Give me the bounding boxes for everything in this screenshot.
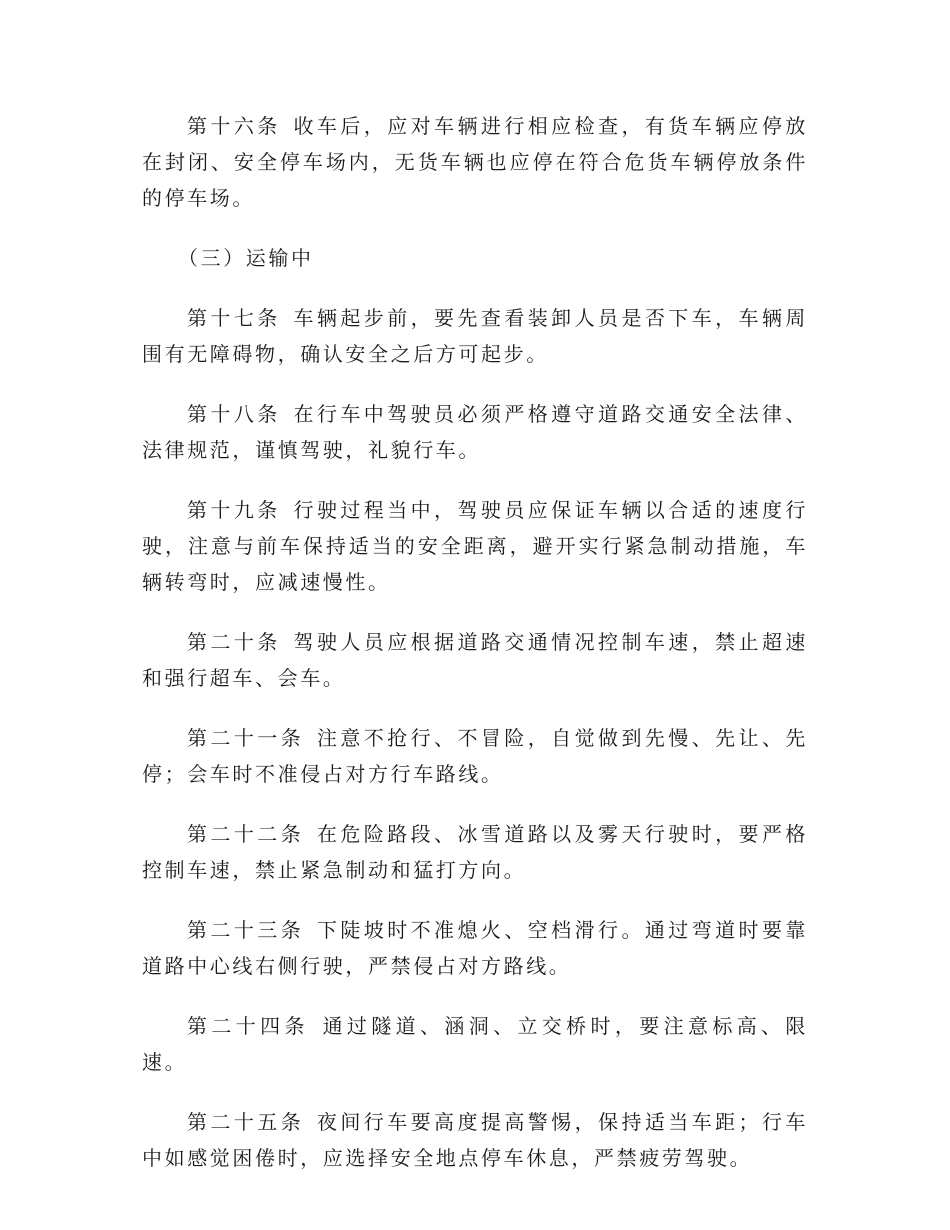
article-18 [142,396,808,468]
document-body [142,108,808,1200]
article-text: 行驶过程当中，驾驶员应保证车辆以合适的速度行驶，注意与前车保持适当的安全距离，避开实行紧急制动措施，车辆转弯时，应减速慢性。 [142,498,809,594]
article-19 [142,492,808,600]
article-17 [142,300,808,372]
article-text: 夜间行车要高度提高警惕，保持适当车距；行车中如感觉困倦时，应选择安全地点停车休息，严禁疲劳驾驶。 [142,1110,809,1170]
article-20 [142,624,808,696]
article-label: 第二十条 [187,630,281,654]
article-21 [142,720,808,792]
article-16 [142,108,808,216]
article-text: 驾驶人员应根据道路交通情况控制车速，禁止超速和强行超车、会车。 [142,630,809,690]
article-text: 注意不抢行、不冒险，自觉做到先慢、先让、先停；会车时不准侵占对方行车路线。 [142,726,809,786]
article-24 [142,1008,808,1080]
article-text: 车辆起步前，要先查看装卸人员是否下车，车辆周围有无障碍物，确认安全之后方可起步。 [142,306,809,366]
article-text: 收车后，应对车辆进行相应检查，有货车辆应停放在封闭、安全停车场内，无货车辆也应停在符合危货车辆停放条件的停车场。 [142,114,809,210]
article-text: 在行车中驾驶员必须严格遵守道路交通安全法律、法律规范，谨慎驾驶，礼貌行车。 [142,402,809,462]
article-label: 第二十一条 [187,726,305,750]
article-label: 第二十二条 [187,822,305,846]
article-label: 第十六条 [187,114,281,138]
article-text: 下陡坡时不准熄火、空档滑行。通过弯道时要靠道路中心线右侧行驶，严禁侵占对方路线。 [142,918,809,978]
article-text: 在危险路段、冰雪道路以及雾天行驶时，要严格控制车速，禁止紧急制动和猛打方向。 [142,822,809,882]
article-label: 第十八条 [187,402,281,426]
article-text: 通过隧道、涵洞、立交桥时，要注意标高、限速。 [142,1014,809,1074]
article-25 [142,1104,808,1176]
article-label: 第二十四条 [187,1014,309,1038]
article-23 [142,912,808,984]
article-label: 第十七条 [187,306,281,330]
article-22 [142,816,808,888]
article-label: 第十九条 [187,498,281,522]
article-label: 第二十五条 [187,1110,305,1134]
article-label: 第二十三条 [187,918,305,942]
section-heading: （三）运输中 [178,246,314,270]
